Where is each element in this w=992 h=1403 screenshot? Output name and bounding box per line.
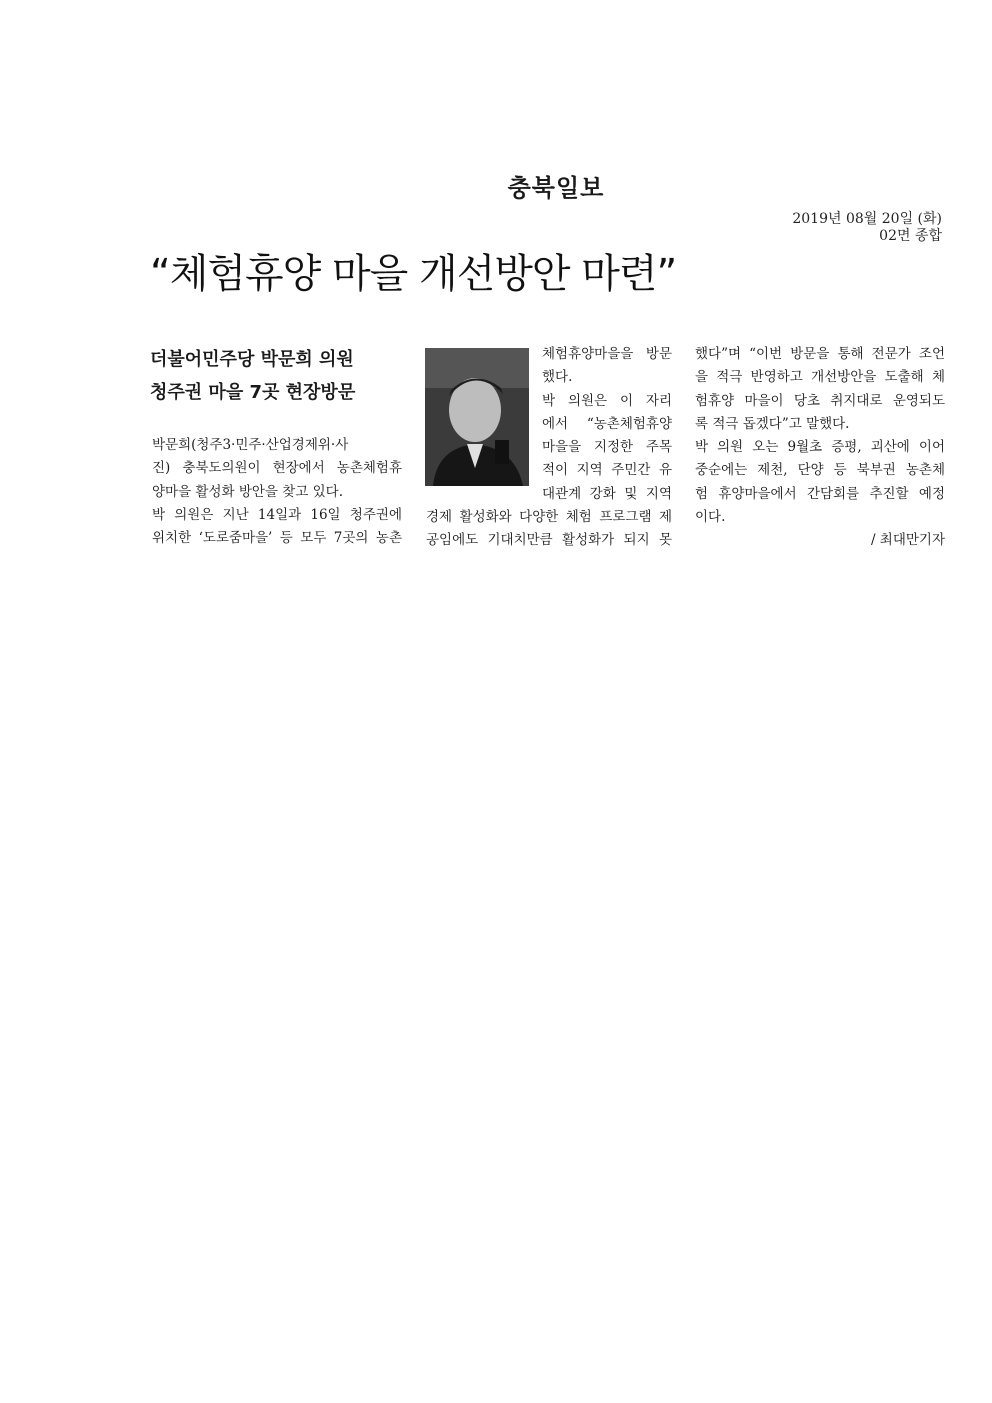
body-column-2-bottom [426, 506, 672, 553]
body-line: 험 휴양마을에서 간담회를 추진할 예정 [695, 485, 945, 502]
reporter-byline: / 최대만기자 [870, 532, 945, 549]
subhead-line: 더불어민주당 박문희 의원 [150, 349, 354, 370]
body-line: 박 의원은 이 자리 [542, 392, 672, 409]
subhead-line: 청주권 마을 7곳 현장방문 [150, 382, 356, 403]
article-headline: “체험휴양 마을 개선방안 마련” [150, 251, 677, 297]
body-line: 대관계 강화 및 지역 [542, 485, 672, 502]
newspaper-masthead: 충북일보 [507, 174, 605, 202]
body-line: 했다. [542, 369, 573, 386]
issue-section: 02면 종합 [879, 228, 942, 244]
body-line: 박문희(청주3·민주·산업경제위·사 [152, 437, 349, 453]
article-subhead [150, 343, 390, 409]
body-line: 위치한 ‘도로줌마을’ 등 모두 7곳의 농촌 [152, 530, 402, 547]
body-line: 마을을 지정한 주목 [542, 439, 672, 456]
body-line: 적이 지역 주민간 유 [542, 462, 672, 479]
issue-date: 2019년 08월 20일 (화) [792, 211, 942, 227]
body-line: 록 적극 돕겠다”고 말했다. [695, 415, 850, 432]
body-line: 했다”며 “이번 방문을 통해 전문가 조언 [695, 346, 945, 362]
portrait-photo [425, 348, 529, 486]
body-line: 중순에는 제천, 단양 등 북부권 농촌체 [695, 462, 945, 479]
body-line: 이다. [695, 509, 726, 526]
body-line: 을 적극 반영하고 개선방안을 도출해 체 [695, 369, 945, 386]
body-line: 진) 충북도의원이 현장에서 농촌체험휴 [152, 460, 402, 477]
body-line: 공임에도 기대치만큼 활성화가 되지 못 [426, 532, 672, 549]
body-line: 체험휴양마을을 방문 [542, 346, 672, 362]
body-line: 험휴양 마을이 당초 취지대로 운영되도 [695, 392, 945, 409]
body-line: 경제 활성화와 다양한 체험 프로그램 제 [426, 509, 672, 525]
body-line: 박 의원은 지난 14일과 16일 청주권에 [152, 506, 402, 523]
body-line: 양마을 활성화 방안을 찾고 있다. [152, 483, 343, 500]
issue-meta [792, 211, 942, 245]
body-line: 박 의원 오는 9월초 증평, 괴산에 이어 [695, 439, 945, 456]
body-column-1 [152, 434, 402, 550]
body-line: 에서 “농촌체험휴양 [542, 415, 672, 432]
body-column-3 [695, 343, 945, 553]
body-column-2-top [542, 343, 672, 506]
